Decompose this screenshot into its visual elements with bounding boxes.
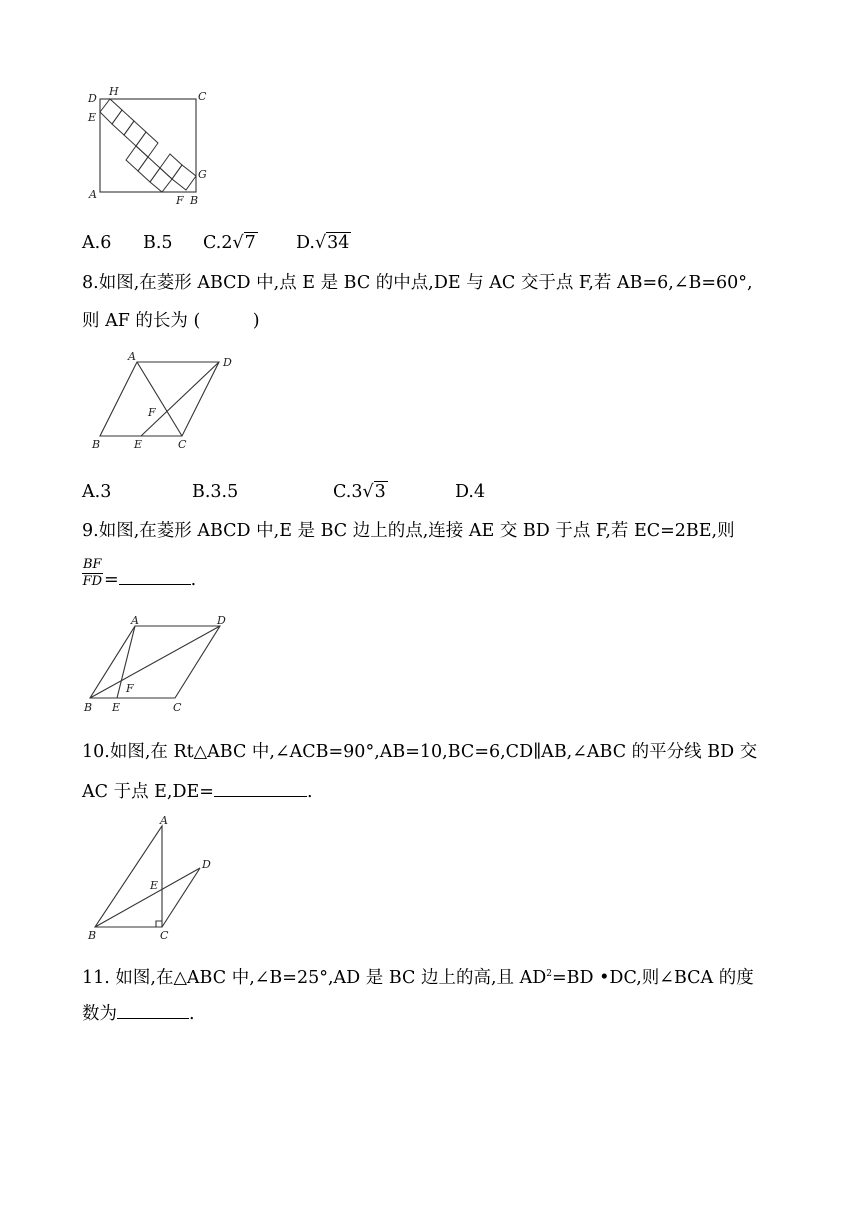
label-C: C bbox=[173, 701, 182, 714]
label-E: E bbox=[112, 701, 121, 714]
q11-end: . bbox=[189, 1004, 195, 1024]
q9-answer-line bbox=[104, 566, 196, 592]
label-H: H bbox=[109, 85, 119, 98]
label-C: C bbox=[198, 90, 207, 103]
label-E: E bbox=[150, 879, 159, 892]
q7-option-b: B.5 bbox=[143, 233, 173, 253]
label-B: B bbox=[88, 929, 97, 942]
q9-eq: = bbox=[104, 570, 119, 590]
q7-option-c-prefix: C.2 bbox=[203, 233, 233, 253]
q9-line1: 9.如图,在菱形 ABCD 中,E 是 BC 边上的点,连接 AE 交 BD 于点 F,若 EC=2BE,则 bbox=[82, 521, 735, 541]
label-B: B bbox=[190, 194, 199, 207]
label-A: A bbox=[160, 814, 168, 827]
q8-option-b: B.3.5 bbox=[192, 482, 239, 502]
q8-option-d: D.4 bbox=[455, 482, 486, 502]
q11-line1-a: 11. 如图,在△ABC 中,∠B=25°,AD 是 BC 边上的高,且 AD bbox=[82, 967, 547, 988]
label-E: E bbox=[88, 111, 97, 124]
q10-figure bbox=[80, 812, 220, 947]
sqrt-symbol: √7 bbox=[232, 233, 256, 253]
label-D: D bbox=[202, 858, 211, 871]
label-C: C bbox=[178, 438, 187, 451]
q9-answer-blank[interactable] bbox=[119, 566, 191, 585]
q7-option-c-radicand: 7 bbox=[244, 233, 256, 253]
label-E: E bbox=[134, 438, 143, 451]
label-F: F bbox=[176, 194, 184, 207]
q7-option-d-prefix: D. bbox=[296, 233, 315, 253]
q9-fraction bbox=[82, 557, 103, 590]
q10-line1: 10.如图,在 Rt△ABC 中,∠ACB=90°,AB=10,BC=6,CD∥AB,∠ABC 的平分线 BD 交 bbox=[82, 742, 758, 762]
q7-option-c bbox=[203, 231, 258, 255]
q11-line1 bbox=[82, 962, 754, 990]
q10-line2 bbox=[82, 778, 313, 804]
q9-frac-den: FD bbox=[82, 574, 103, 589]
q9-end: . bbox=[190, 570, 197, 590]
label-D: D bbox=[223, 356, 232, 369]
label-C: C bbox=[160, 929, 169, 942]
q8-option-a: A.3 bbox=[82, 482, 112, 502]
label-B: B bbox=[84, 701, 93, 714]
label-G: G bbox=[198, 168, 207, 181]
label-F: F bbox=[148, 406, 156, 419]
q8-option-c-prefix: C.3 bbox=[333, 482, 363, 502]
label-D: D bbox=[88, 92, 97, 105]
q8-line2: 则 AF 的长为 ( ) bbox=[82, 311, 260, 331]
q11-answer-blank[interactable] bbox=[117, 1000, 189, 1019]
q10-line2-prefix: AC 于点 E,DE= bbox=[82, 782, 214, 802]
q10-end: . bbox=[306, 782, 313, 802]
q11-sup: 2 bbox=[546, 969, 552, 979]
q10-answer-blank[interactable] bbox=[214, 778, 307, 797]
q7-option-a: A.6 bbox=[82, 233, 112, 253]
q9-figure bbox=[80, 612, 240, 717]
q9-frac-num: BF bbox=[83, 557, 102, 572]
q11-line2 bbox=[82, 1000, 195, 1026]
sqrt-symbol: √34 bbox=[314, 233, 350, 253]
q11-line2-prefix: 数为 bbox=[82, 1004, 117, 1024]
q8-line1: 8.如图,在菱形 ABCD 中,点 E 是 BC 的中点,DE 与 AC 交于点 F,若 AB=6,∠B=60°, bbox=[82, 273, 753, 293]
q8-figure bbox=[84, 348, 244, 458]
q7-option-d-radicand: 34 bbox=[327, 233, 350, 253]
label-F: F bbox=[126, 682, 134, 695]
q8-option-c-radicand: 3 bbox=[374, 482, 386, 502]
q7-option-d bbox=[296, 231, 351, 255]
label-A: A bbox=[131, 614, 139, 627]
q8-option-c bbox=[333, 480, 388, 504]
q7-figure bbox=[80, 84, 220, 209]
label-A: A bbox=[128, 350, 136, 363]
sqrt-symbol: √3 bbox=[362, 482, 386, 502]
q11-line1-b: =BD •DC,则∠BCA 的度 bbox=[551, 967, 754, 988]
label-A: A bbox=[89, 188, 97, 201]
label-B: B bbox=[92, 438, 101, 451]
label-D: D bbox=[217, 614, 226, 627]
